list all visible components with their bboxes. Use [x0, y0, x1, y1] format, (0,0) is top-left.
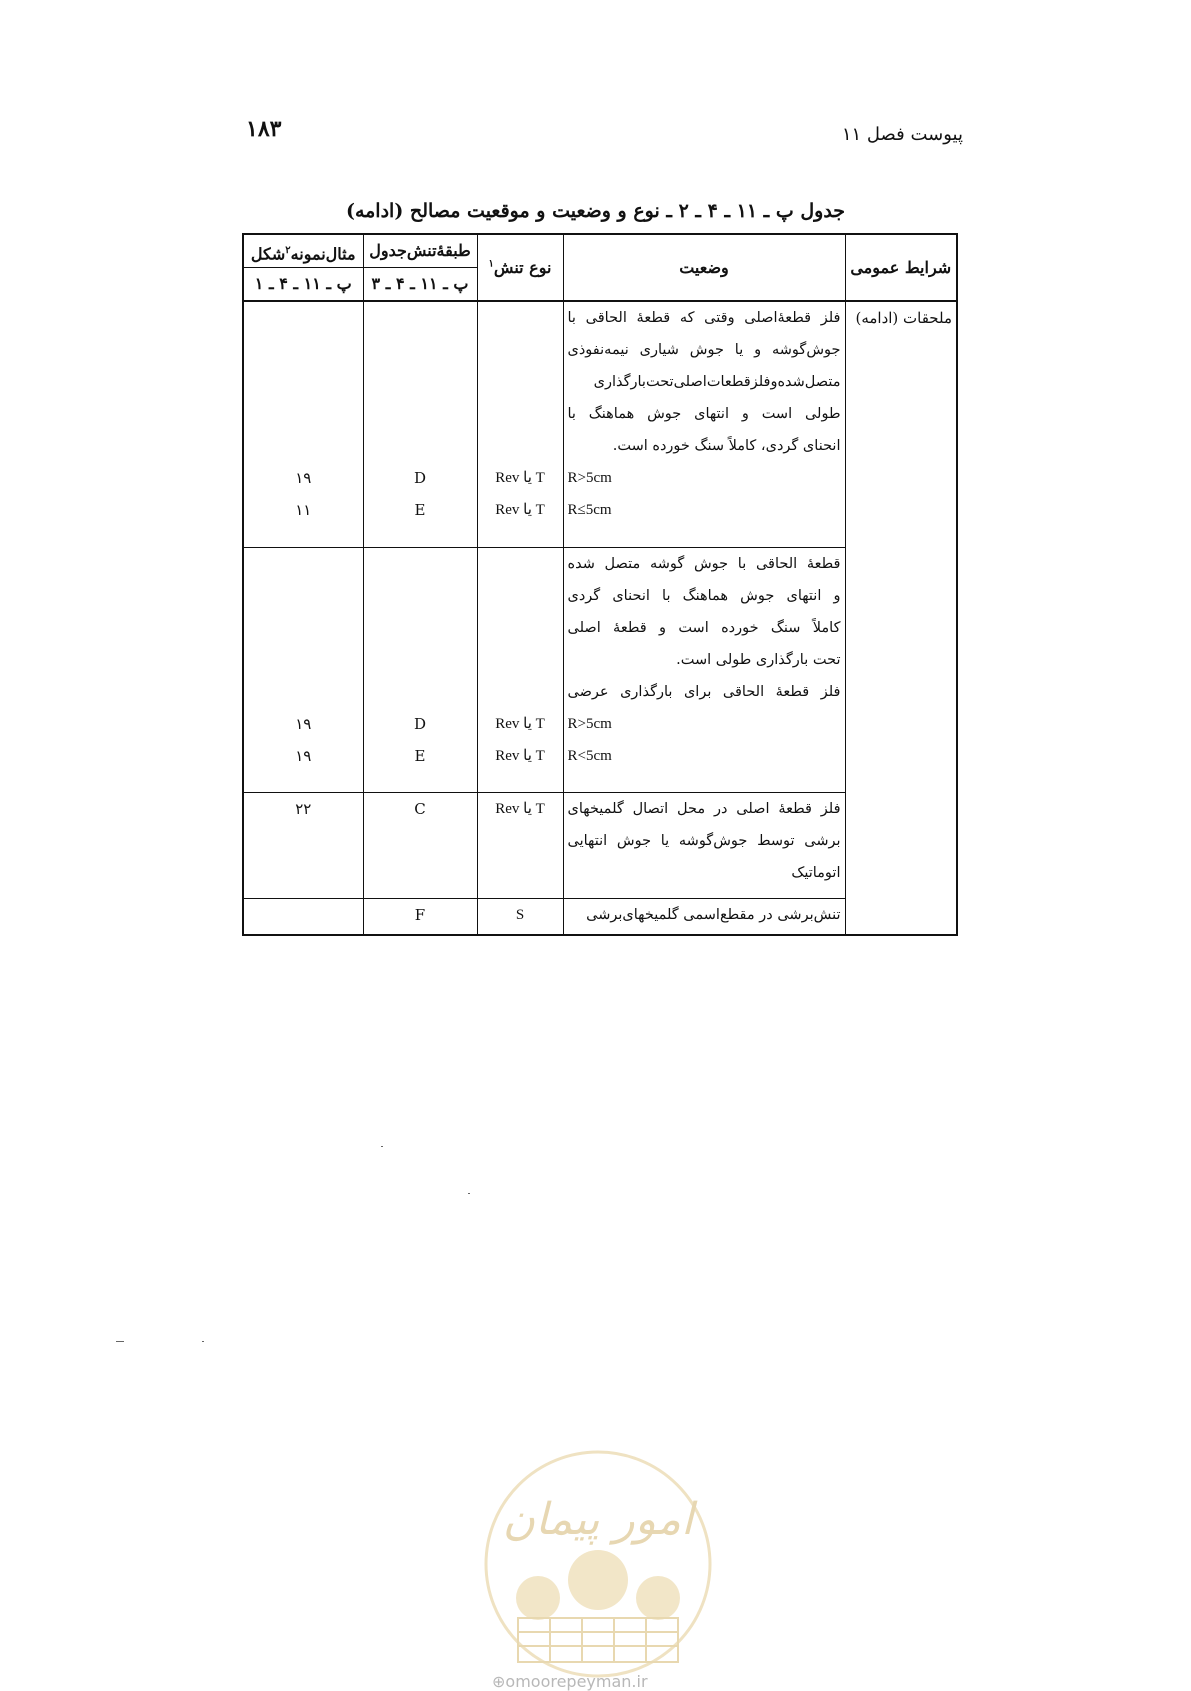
- gear-icon: [516, 1550, 680, 1620]
- example-cell: ۱۹ ۱۹: [243, 547, 363, 793]
- watermark-logo: [482, 1448, 714, 1680]
- condition-cell: تنش‌برشی در مقطع‌اسمی گلمیخهای‌برشی: [563, 898, 845, 935]
- globe-icon: ⊕: [492, 1672, 506, 1691]
- header-condition: وضعیت: [563, 234, 845, 301]
- stress-type-cell: T یا Rev T یا Rev: [477, 547, 563, 793]
- header-stress-type: نوع تنش$^۱$: [477, 234, 563, 301]
- category-cell: F: [363, 898, 477, 935]
- grid-icon: [518, 1618, 678, 1662]
- footnote-mark-1: ۱: [488, 258, 494, 270]
- category-cell: D E: [363, 547, 477, 793]
- header-general: شرایط عمومی: [845, 234, 957, 301]
- running-header: پیوست فصل ۱۱: [841, 124, 963, 145]
- table-caption: جدول پ ـ ۱۱ ـ ۴ ـ ۲ ـ نوع و وضعیت و موقعیت مصالح (ادامه): [345, 200, 846, 222]
- scan-mark: [202, 1341, 204, 1342]
- logo-text: امور پیمان: [502, 1494, 694, 1545]
- condition-cell: فلز قطعهٔ‌اصلی وقتی که قطعهٔ الحاقی با جوش‌گوشه و یا جوش شیاری نیمه‌نفوذی متصل‌شده‌وفلزقطعات‌اصلی‌تحت‌بارگذاری طولی است و انتهای جوش هماهنگ با انحنای گردی، کاملاً سنگ خورده است. R>5cm R≤5cm: [563, 301, 845, 547]
- category-cell: D E: [363, 301, 477, 547]
- scan-mark: [381, 1146, 383, 1147]
- watermark-url: ⊕omoorepeyman.ir: [492, 1672, 648, 1691]
- stress-type-cell: T یا Rev T یا Rev: [477, 301, 563, 547]
- category-cell: C: [363, 793, 477, 899]
- table-grid: [242, 233, 958, 936]
- condition-cell: فلز قطعهٔ اصلی در محل اتصال گلمیخهای برشی توسط جوش‌گوشه یا جوش انتهایی اتوماتیک: [563, 793, 845, 899]
- table-row-group-1: [243, 301, 957, 547]
- condition-cell: قطعهٔ الحاقی با جوش گوشه متصل شده و انتهای جوش هماهنگ با انحنای گردی کاملاً سنگ خورده است و قطعهٔ اصلی تحت بارگذاری طولی است. فلز قطعهٔ الحاقی برای بارگذاری عرضی R>5cm R<5cm: [563, 547, 845, 793]
- example-cell: ۱۹ ۱۱: [243, 301, 363, 547]
- example-cell: [243, 898, 363, 935]
- stress-type-cell: T یا Rev: [477, 793, 563, 899]
- materials-table: [242, 233, 956, 936]
- header-category: طبقهٔ‌تنش‌جدول پ ـ ۱۱ ـ ۴ ـ ۳: [363, 234, 477, 301]
- example-cell: ۲۲: [243, 793, 363, 899]
- scan-mark: [116, 1341, 124, 1342]
- page-number: ۱۸۳: [246, 116, 282, 142]
- header-example: مثال‌نمونه$^۲$شکل پ ـ ۱۱ ـ ۴ ـ ۱: [243, 234, 363, 301]
- stress-type-cell: S: [477, 898, 563, 935]
- general-condition-cell: ملحقات (ادامه): [845, 301, 957, 935]
- footnote-mark-2: ۲: [285, 245, 291, 256]
- scan-mark: [468, 1193, 470, 1194]
